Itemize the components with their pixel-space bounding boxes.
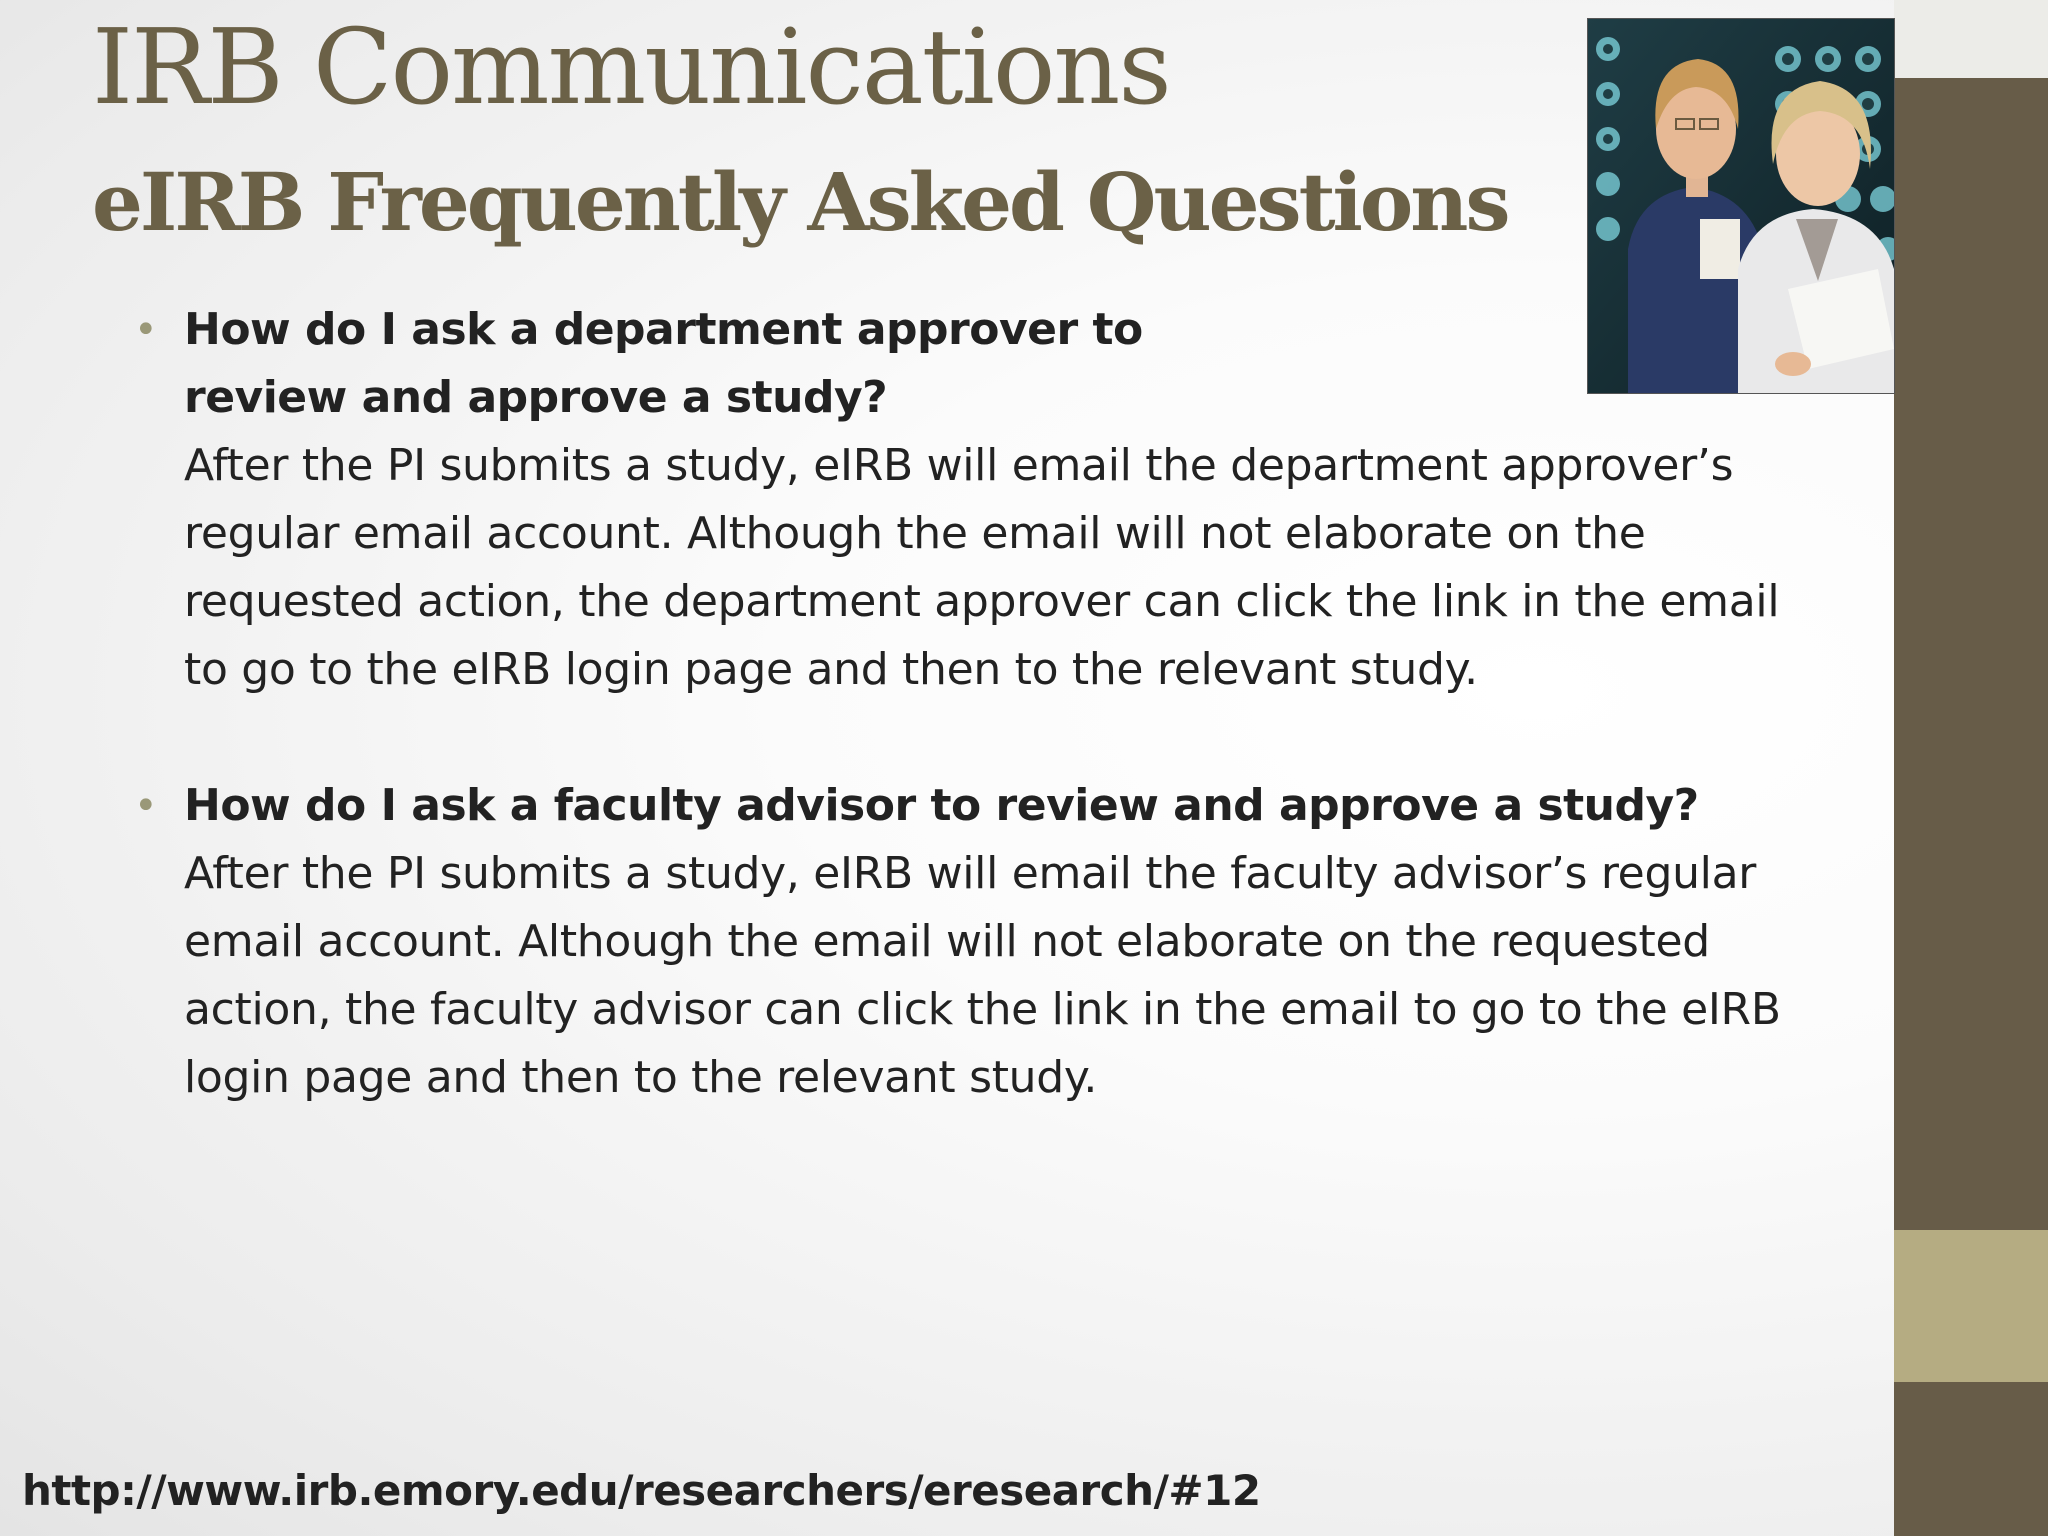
faq-question: How do I ask a department approver to review and approve a study?: [184, 304, 1143, 423]
bullet-icon: •: [134, 783, 158, 829]
side-decorative-band: [1894, 0, 2048, 1536]
faq-list: [130, 296, 1790, 1112]
band-dark-segment: [1894, 78, 2048, 1230]
faq-answer: After the PI submits a study, eIRB will email the faculty advisor’s regular email account. Although the email will not elaborate on the requested action, the faculty advisor can click the link in the email to go to the eIRB login page and then to the relevant study.: [184, 848, 1781, 1103]
slide-subtitle: eIRB Frequently Asked Questions: [92, 155, 1508, 249]
slide-title: IRB Communications: [92, 6, 1170, 128]
bullet-icon: •: [134, 307, 158, 353]
footer-url-link[interactable]: http://www.irb.emory.edu/researchers/eresearch/#12: [22, 1466, 1261, 1515]
band-top-segment: [1894, 0, 2048, 78]
band-light-segment: [1894, 1230, 2048, 1382]
faq-answer: After the PI submits a study, eIRB will email the department approver’s regular email account. Although the email will not elaborate on the requested action, the department approver can click the link in the email to go to the eIRB login page and then to the relevant study.: [184, 440, 1780, 695]
band-dark-bottom-segment: [1894, 1382, 2048, 1536]
faq-question: How do I ask a faculty advisor to review and approve a study?: [184, 780, 1699, 831]
faq-item: [130, 296, 1790, 704]
faq-item: [130, 772, 1790, 1112]
